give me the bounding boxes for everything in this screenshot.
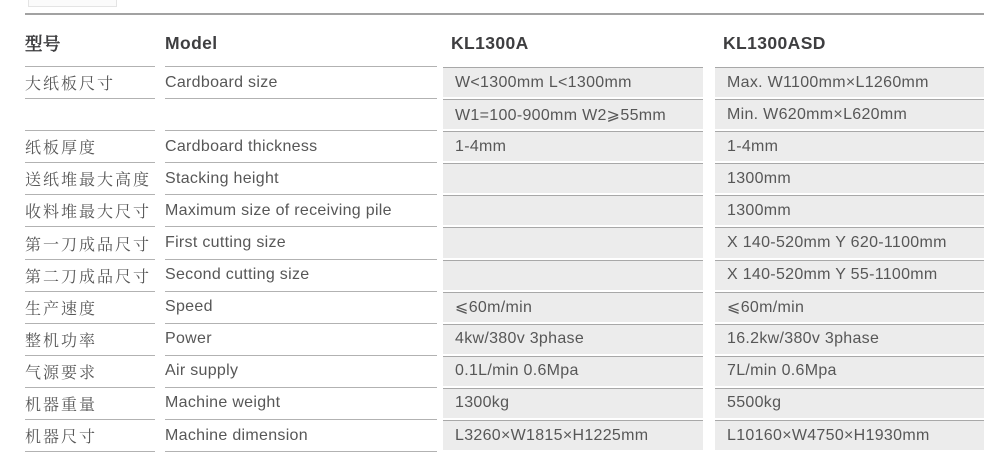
spec-value-kl1300asd-text: Min. W620mm×L620mm	[727, 105, 908, 123]
spec-value-kl1300asd	[715, 67, 984, 99]
spec-value-kl1300asd-text: 7L/min 0.6Mpa	[727, 362, 837, 380]
header-model-kl1300a	[443, 15, 715, 67]
spec-label-zh-text: 送纸堆最大高度	[25, 172, 152, 190]
spec-value-kl1300asd	[715, 388, 984, 420]
spec-value-kl1300asd-text: X 140-520mm Y 55-1100mm	[727, 266, 938, 284]
spec-label-en	[165, 292, 443, 324]
spec-value-kl1300a	[443, 260, 715, 292]
spec-value-kl1300asd-text: 1300mm	[727, 201, 792, 219]
spec-label-en-text: Machine weight	[165, 394, 281, 412]
spec-label-en	[165, 356, 443, 388]
header-model-kl1300a-text: KL1300A	[451, 33, 529, 53]
spec-value-kl1300asd-text: 16.2kw/380v 3phase	[727, 330, 880, 348]
spec-value-kl1300a	[443, 388, 715, 420]
spec-value-kl1300a	[443, 292, 715, 324]
spec-label-zh-text: 大纸板尺寸	[25, 76, 116, 94]
spec-value-kl1300a	[443, 67, 715, 99]
spec-value-kl1300a	[443, 131, 715, 163]
spec-value-kl1300asd-text: 5500kg	[727, 394, 782, 412]
header-label-en-text: Model	[165, 32, 218, 53]
spec-label-en-text: Air supply	[165, 362, 239, 380]
spec-label-en-text: Stacking height	[165, 169, 279, 187]
spec-label-en	[165, 388, 443, 420]
spec-label-en-text: Cardboard thickness	[165, 137, 318, 155]
spec-value-kl1300asd	[715, 195, 984, 227]
spec-value-kl1300a-text: 1300kg	[455, 394, 510, 412]
spec-value-kl1300a-text: 1-4mm	[455, 137, 507, 155]
spec-value-kl1300asd-text: ⩽60m/min	[727, 299, 805, 317]
spec-label-en	[165, 131, 443, 163]
spec-value-kl1300asd-text: 1300mm	[727, 169, 792, 187]
spec-label-zh	[25, 227, 165, 259]
spec-label-zh	[25, 131, 165, 163]
spec-table	[25, 13, 984, 452]
spec-label-zh	[25, 195, 165, 227]
spec-label-en	[165, 163, 443, 195]
spec-value-kl1300asd	[715, 356, 984, 388]
spec-label-zh-text: 气源要求	[25, 364, 98, 382]
spec-label-zh	[25, 356, 165, 388]
spec-value-kl1300asd	[715, 292, 984, 324]
header-model-kl1300asd-text: KL1300ASD	[723, 33, 826, 53]
spec-value-kl1300asd	[715, 227, 984, 259]
spec-label-en	[165, 260, 443, 292]
spec-label-en-text: Maximum size of receiving pile	[165, 201, 392, 219]
spec-value-kl1300asd-text: 1-4mm	[727, 137, 779, 155]
spec-label-en	[165, 227, 443, 259]
spec-value-kl1300a	[443, 420, 715, 452]
spec-value-kl1300a	[443, 324, 715, 356]
spec-label-zh	[25, 292, 165, 324]
header-label-zh	[25, 15, 165, 67]
spec-value-kl1300a-text: 4kw/380v 3phase	[455, 330, 585, 348]
spec-label-en-text: Speed	[165, 298, 213, 316]
spec-value-kl1300a-text: L3260×W1815×H1225mm	[455, 426, 649, 444]
spec-label-en-text: First cutting size	[165, 234, 286, 252]
header-label-zh-text: 型号	[25, 33, 61, 54]
spec-value-kl1300asd	[715, 99, 984, 131]
cropped-element-remnant	[28, 0, 117, 7]
spec-label-en-text: Cardboard size	[165, 73, 278, 91]
spec-label-zh	[25, 324, 165, 356]
spec-value-kl1300a	[443, 227, 715, 259]
spec-value-kl1300a	[443, 195, 715, 227]
spec-label-zh	[25, 99, 165, 131]
spec-label-zh-text: 生产速度	[25, 300, 98, 318]
spec-label-en	[165, 99, 443, 131]
spec-label-en-text: Second cutting size	[165, 266, 310, 284]
spec-label-zh-text: 收料堆最大尺寸	[25, 204, 152, 222]
spec-label-zh-text: 机器重量	[25, 396, 98, 414]
spec-value-kl1300asd	[715, 420, 984, 452]
spec-label-zh-text: 纸板厚度	[25, 140, 98, 158]
spec-value-kl1300asd-text: L10160×W4750×H1930mm	[727, 426, 930, 444]
spec-value-kl1300a-text: W<1300mm L<1300mm	[455, 73, 632, 91]
header-label-en	[165, 15, 443, 67]
spec-label-zh	[25, 67, 165, 99]
spec-value-kl1300a	[443, 99, 715, 131]
header-model-kl1300asd	[715, 15, 984, 67]
spec-label-zh	[25, 388, 165, 420]
spec-label-zh-text: 第二刀成品尺寸	[25, 268, 152, 286]
spec-value-kl1300asd-text: X 140-520mm Y 620-1100mm	[727, 234, 947, 252]
spec-value-kl1300a-text: 0.1L/min 0.6Mpa	[455, 362, 579, 380]
spec-label-en-text: Power	[165, 330, 212, 348]
spec-label-en-text: Machine dimension	[165, 426, 308, 444]
spec-value-kl1300asd	[715, 260, 984, 292]
spec-label-en	[165, 420, 443, 452]
spec-label-en	[165, 67, 443, 99]
spec-label-en	[165, 195, 443, 227]
spec-value-kl1300a-text: W1=100-900mm W2⩾55mm	[455, 106, 667, 124]
spec-label-zh	[25, 420, 165, 452]
spec-value-kl1300a	[443, 356, 715, 388]
spec-value-kl1300asd	[715, 131, 984, 163]
spec-value-kl1300asd	[715, 163, 984, 195]
spec-value-kl1300a-text: ⩽60m/min	[455, 299, 533, 317]
spec-label-zh-text: 整机功率	[25, 332, 98, 350]
spec-value-kl1300a	[443, 163, 715, 195]
spec-label-zh-text: 第一刀成品尺寸	[25, 236, 152, 254]
spec-label-zh	[25, 163, 165, 195]
spec-label-en	[165, 324, 443, 356]
spec-value-kl1300asd	[715, 324, 984, 356]
spec-label-zh	[25, 260, 165, 292]
spec-label-zh-text: 机器尺寸	[25, 429, 98, 447]
spec-value-kl1300asd-text: Max. W1100mm×L1260mm	[727, 73, 929, 91]
